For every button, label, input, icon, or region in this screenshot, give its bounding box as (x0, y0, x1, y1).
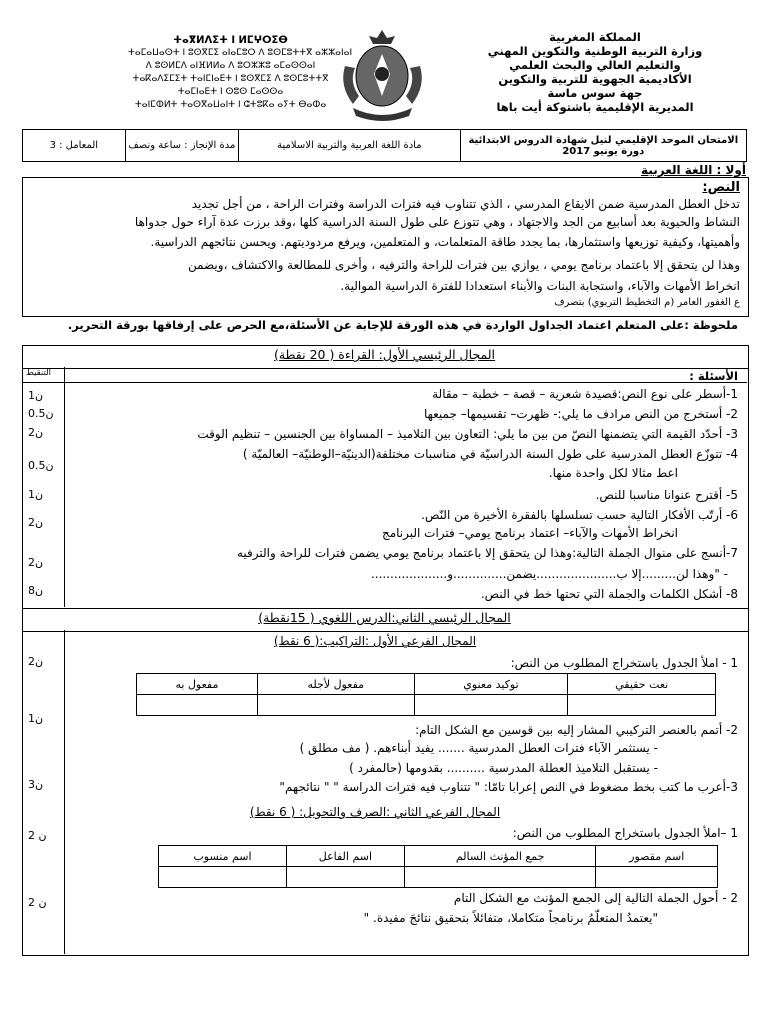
domain2-title (22, 610, 747, 625)
exam-session: دورة يونيو 2017 (562, 145, 645, 157)
sub2-q2: 2 - أحول الجملة التالية إلى الجمع المؤنث مع الشكل التام (453, 891, 738, 905)
sub2-q1: 1 –املأ الجدول باستخراج المطلوب من النص: (512, 826, 738, 840)
sub2-title-text: المجال الفرعي الثاني :الصرف والتحويل: ( 6 نقط) (249, 805, 501, 819)
text-line: تدخل العطل المدرسية ضمن الايقاع المدرسي ، الذي تتناوب فيه فترات الدراسة وفترات الراحة ، من أجل تجديد (191, 197, 740, 211)
answer-cell[interactable] (137, 695, 258, 716)
grade: 2ن (28, 556, 44, 569)
answer-cell[interactable] (414, 695, 568, 716)
grade: 1ن (28, 712, 44, 725)
table-header: اسم منسوب (159, 846, 287, 867)
answer-cell[interactable] (596, 867, 718, 888)
table-header: اسم مقصور (596, 846, 718, 867)
header-right-line: المملكة المغربية (549, 30, 641, 44)
question-continuation: - "وهذا لن.........إلا ب.....................يضمن..............و.................... (370, 567, 728, 581)
table-header: نعت حقيقي (568, 674, 716, 695)
grading-column-divider (64, 367, 65, 607)
answer-cell[interactable] (568, 695, 716, 716)
table-header: مفعول به (137, 674, 258, 695)
grade: 2ن (28, 655, 44, 668)
header-left-line: ⴷ ⵓⵙⵍⵎⴷ ⴰⵏⴼⵍⵍⴰ ⴷ ⵓⵔⵣⵣⵓ ⴰⵎⴰⵙⵙⴰⵏ (145, 61, 316, 71)
questions-label: الأسئلة : (689, 369, 738, 383)
header-left-line: ⵜⴰⴳⵍⴷⵉⵜ ⵏ ⵍⵎⵖⵔⵉⴱ (173, 35, 288, 46)
header-left-line: ⵜⴰⵏⵎⵀⵍⵜ ⵜⴰⵙⴳⴰⵡⴰⵏⵜ ⵏ ⵛⵜⵓⴽⴰ ⴰⵢⵜ ⴱⴰⵀⴰ (134, 100, 327, 110)
text-line: وهذا لن يتحقق إلا باعتماد برنامج يومي ، يوازي بين فترات للراحة والترفيه ، وأخرى للمطالعة والاكتشاف ،ويضمن (187, 258, 740, 272)
text-line: انخراط الأمهات والآباء، واستجابة البنات والأبناء استعدادا للفترة الدراسية الموالية. (340, 279, 740, 293)
answer-cell[interactable] (286, 867, 404, 888)
question: 8- أشكل الكلمات والجملة التي تحتها خط في النص. (480, 587, 738, 601)
text-title: النص: (702, 180, 740, 195)
duration-cell: مدة الإنجاز : ساعة ونصف (125, 130, 238, 162)
table-header: توكيد معنوي (414, 674, 568, 695)
text-source: ع الغفور العامر (م التخطيط التربوي) بتصرف (554, 297, 740, 308)
table-header: اسم الفاعل (286, 846, 404, 867)
question-continuation: انخراط الأمهات والآباء– اعتماد برنامج يومي– فترات البرنامج (381, 526, 678, 540)
sub1-answer-table (136, 673, 716, 716)
sub2-answer-table (158, 845, 718, 888)
exam-title: الامتحان الموحد الإقليمي لنيل شهادة الدروس الابتدائية (468, 134, 739, 146)
sub1-q2a: - يستثمر الآباء فترات العطل المدرسية ....... يفيد أبناءهم. ( مف مطلق ) (299, 741, 658, 755)
grade: 2 ن (28, 896, 47, 909)
table-header: جمع المؤنث السالم (404, 846, 596, 867)
sub1-q3: 3-أعرب ما كتب بخط مضغوط في النص إعرابا تامّا: " تتناوب فيه فترات الدراسة " " نتائجهم" (279, 780, 738, 794)
header-left-line: ⵜⴰⴽⴰⴷⵉⵎⵉⵜ ⵜⴰⵏⵎⵏⴰⴹⵜ ⵏ ⵓⵙⴳⵎⵉ ⴷ ⵓⵙⵎⵓⵜⵜⴳ (132, 74, 329, 84)
grade: 0.5ن (28, 459, 54, 472)
header-left-line: ⵜⴰⵎⵏⴰⴹⵜ ⵏ ⵙⵓⵙ ⵎⴰⵙⵙⴰ (177, 87, 284, 97)
grade: 8ن (28, 584, 44, 597)
question: 3- أحدّد القيمة التي يتضمنها النصّ من بين ما يلي: التعاون بين التلاميذ – المساواة بين الجنسين – تنظيم الوقت (197, 427, 738, 441)
grade: 1ن (28, 389, 44, 402)
text-line: وأهميتها، وكيفية توزيعها واستثمارها، بما يجدد طاقة المتعلمات، و المتعلمين، ويرفع مردوديتهم. ويحسن نتائجهم الدراسية. (150, 235, 740, 249)
answer-cell[interactable] (257, 695, 414, 716)
question: 2- أستخرج من النص مرادف ما يلي:- ظهرت– تقسيمها– جميعها (423, 407, 738, 421)
grade: 0.5ن (28, 407, 54, 420)
sub2-title (160, 805, 590, 819)
question: 7-أنسج على منوال الجملة التالية:وهذا لن يتحقق إلا باعتماد برنامج يومي يضمن فترات للراحة والترفيه (236, 546, 738, 560)
question: 4- تتوزّع العطل المدرسية على طول السنة الدراسيّة في مناسبات مختلفة(الدينيّة–الوطنيّة– العالميّة ) (242, 447, 738, 461)
section-label: أولا : اللغة العربية (641, 163, 746, 177)
exam-info-table (22, 129, 747, 162)
subject-cell: مادة اللغة العربية والتربية الاسلامية (239, 130, 461, 162)
grade: 1ن (28, 488, 44, 501)
header-right-line: المديرية الإقليمية باشتوكة أيت باها (496, 100, 694, 114)
sub1-q1: 1 - املأ الجدول باستخراج المطلوب من النص: (510, 656, 738, 670)
header-right-ministry (470, 30, 720, 114)
exam-title-cell (460, 130, 746, 162)
header-right-line: جهة سوس ماسة (547, 86, 643, 100)
header-right-line: والتعليم العالي والبحث العلمي (509, 58, 681, 72)
answer-cell[interactable] (159, 867, 287, 888)
coefficient-cell: المعامل : 3 (23, 130, 126, 162)
question-continuation: اعط مثالا لكل واحدة منها. (548, 466, 678, 480)
header-left-tifinagh (128, 34, 353, 112)
question: 5- أقترح عنوانا مناسبا للنص. (595, 488, 738, 502)
grade: 3ن (28, 778, 44, 791)
grade: 2ن (28, 426, 44, 439)
text-line: النشاط والحيوية بعد أسابيع من الجد والاجتهاد ، وهي تتوزع على طول السنة الدراسية كلها ،وقد برزت عدة آراء حول جدواها (134, 215, 740, 229)
domain2-title-text: المجال الرئيسي الثاني:الدرس اللغوي ( 15نقطة) (258, 610, 511, 625)
grading-label: التنقيط (26, 368, 52, 378)
grade: 2 ن (28, 829, 47, 842)
note: ملحوظة :على المتعلم اعتماد الجداول الواردة في هذه الورقة للإجابة عن الأسئلة،مع الحرص على إرفاقها بورقة التحرير. (67, 318, 738, 332)
sub1-q2: 2- أتمم بالعنصر التركيبي المشار إليه بين قوسين مع الشكل التام: (415, 723, 738, 737)
grade: 2ن (28, 516, 44, 529)
header-right-line: الأكاديمية الجهوية للتربية والتكوين (498, 72, 692, 86)
sub1-q2b: - يستقبل التلاميذ العطلة المدرسية .......... بقدومها (حالمفرد ) (349, 761, 658, 775)
question: 6- أرتّب الأفكار التالية حسب تسلسلها بالفقرة الأخيرة من النّص. (421, 508, 738, 522)
header-left-line: ⵜⴰⵎⴰⵡⴰⵙⵜ ⵏ ⵓⵙⴳⵎⵉ ⴰⵏⴰⵎⵓⵔ ⴷ ⵓⵙⵎⵓⵜⵜⴳ ⴰⵣⵣⴰⵏⴰⵏ (128, 48, 353, 58)
sub1-title-text: المجال الفرعي الأول :التراكيب:( 6 نقط) (273, 634, 477, 648)
answer-cell[interactable] (404, 867, 596, 888)
question: 1-أسطر على نوع النص:قصيدة شعرية – قصة – خطبة – مقالة (432, 387, 738, 401)
sub2-q2a: "يعتمدُ المتعلّمُ برنامجاً متكاملا، متفائلاً بتحقيق نتائجَ مفيدة. " (363, 911, 658, 925)
domain1-title-text: المجال الرئيسي الأول: القراءة ( 20 نقطة) (273, 347, 496, 362)
domain1-title (22, 347, 747, 362)
table-header: مفعول لأجله (257, 674, 414, 695)
questions-header-rule (22, 382, 747, 383)
header-right-line: وزارة التربية الوطنية والتكوين المهني (487, 44, 703, 58)
sub1-title (160, 634, 590, 648)
coat-of-arms-emblem (335, 26, 430, 126)
